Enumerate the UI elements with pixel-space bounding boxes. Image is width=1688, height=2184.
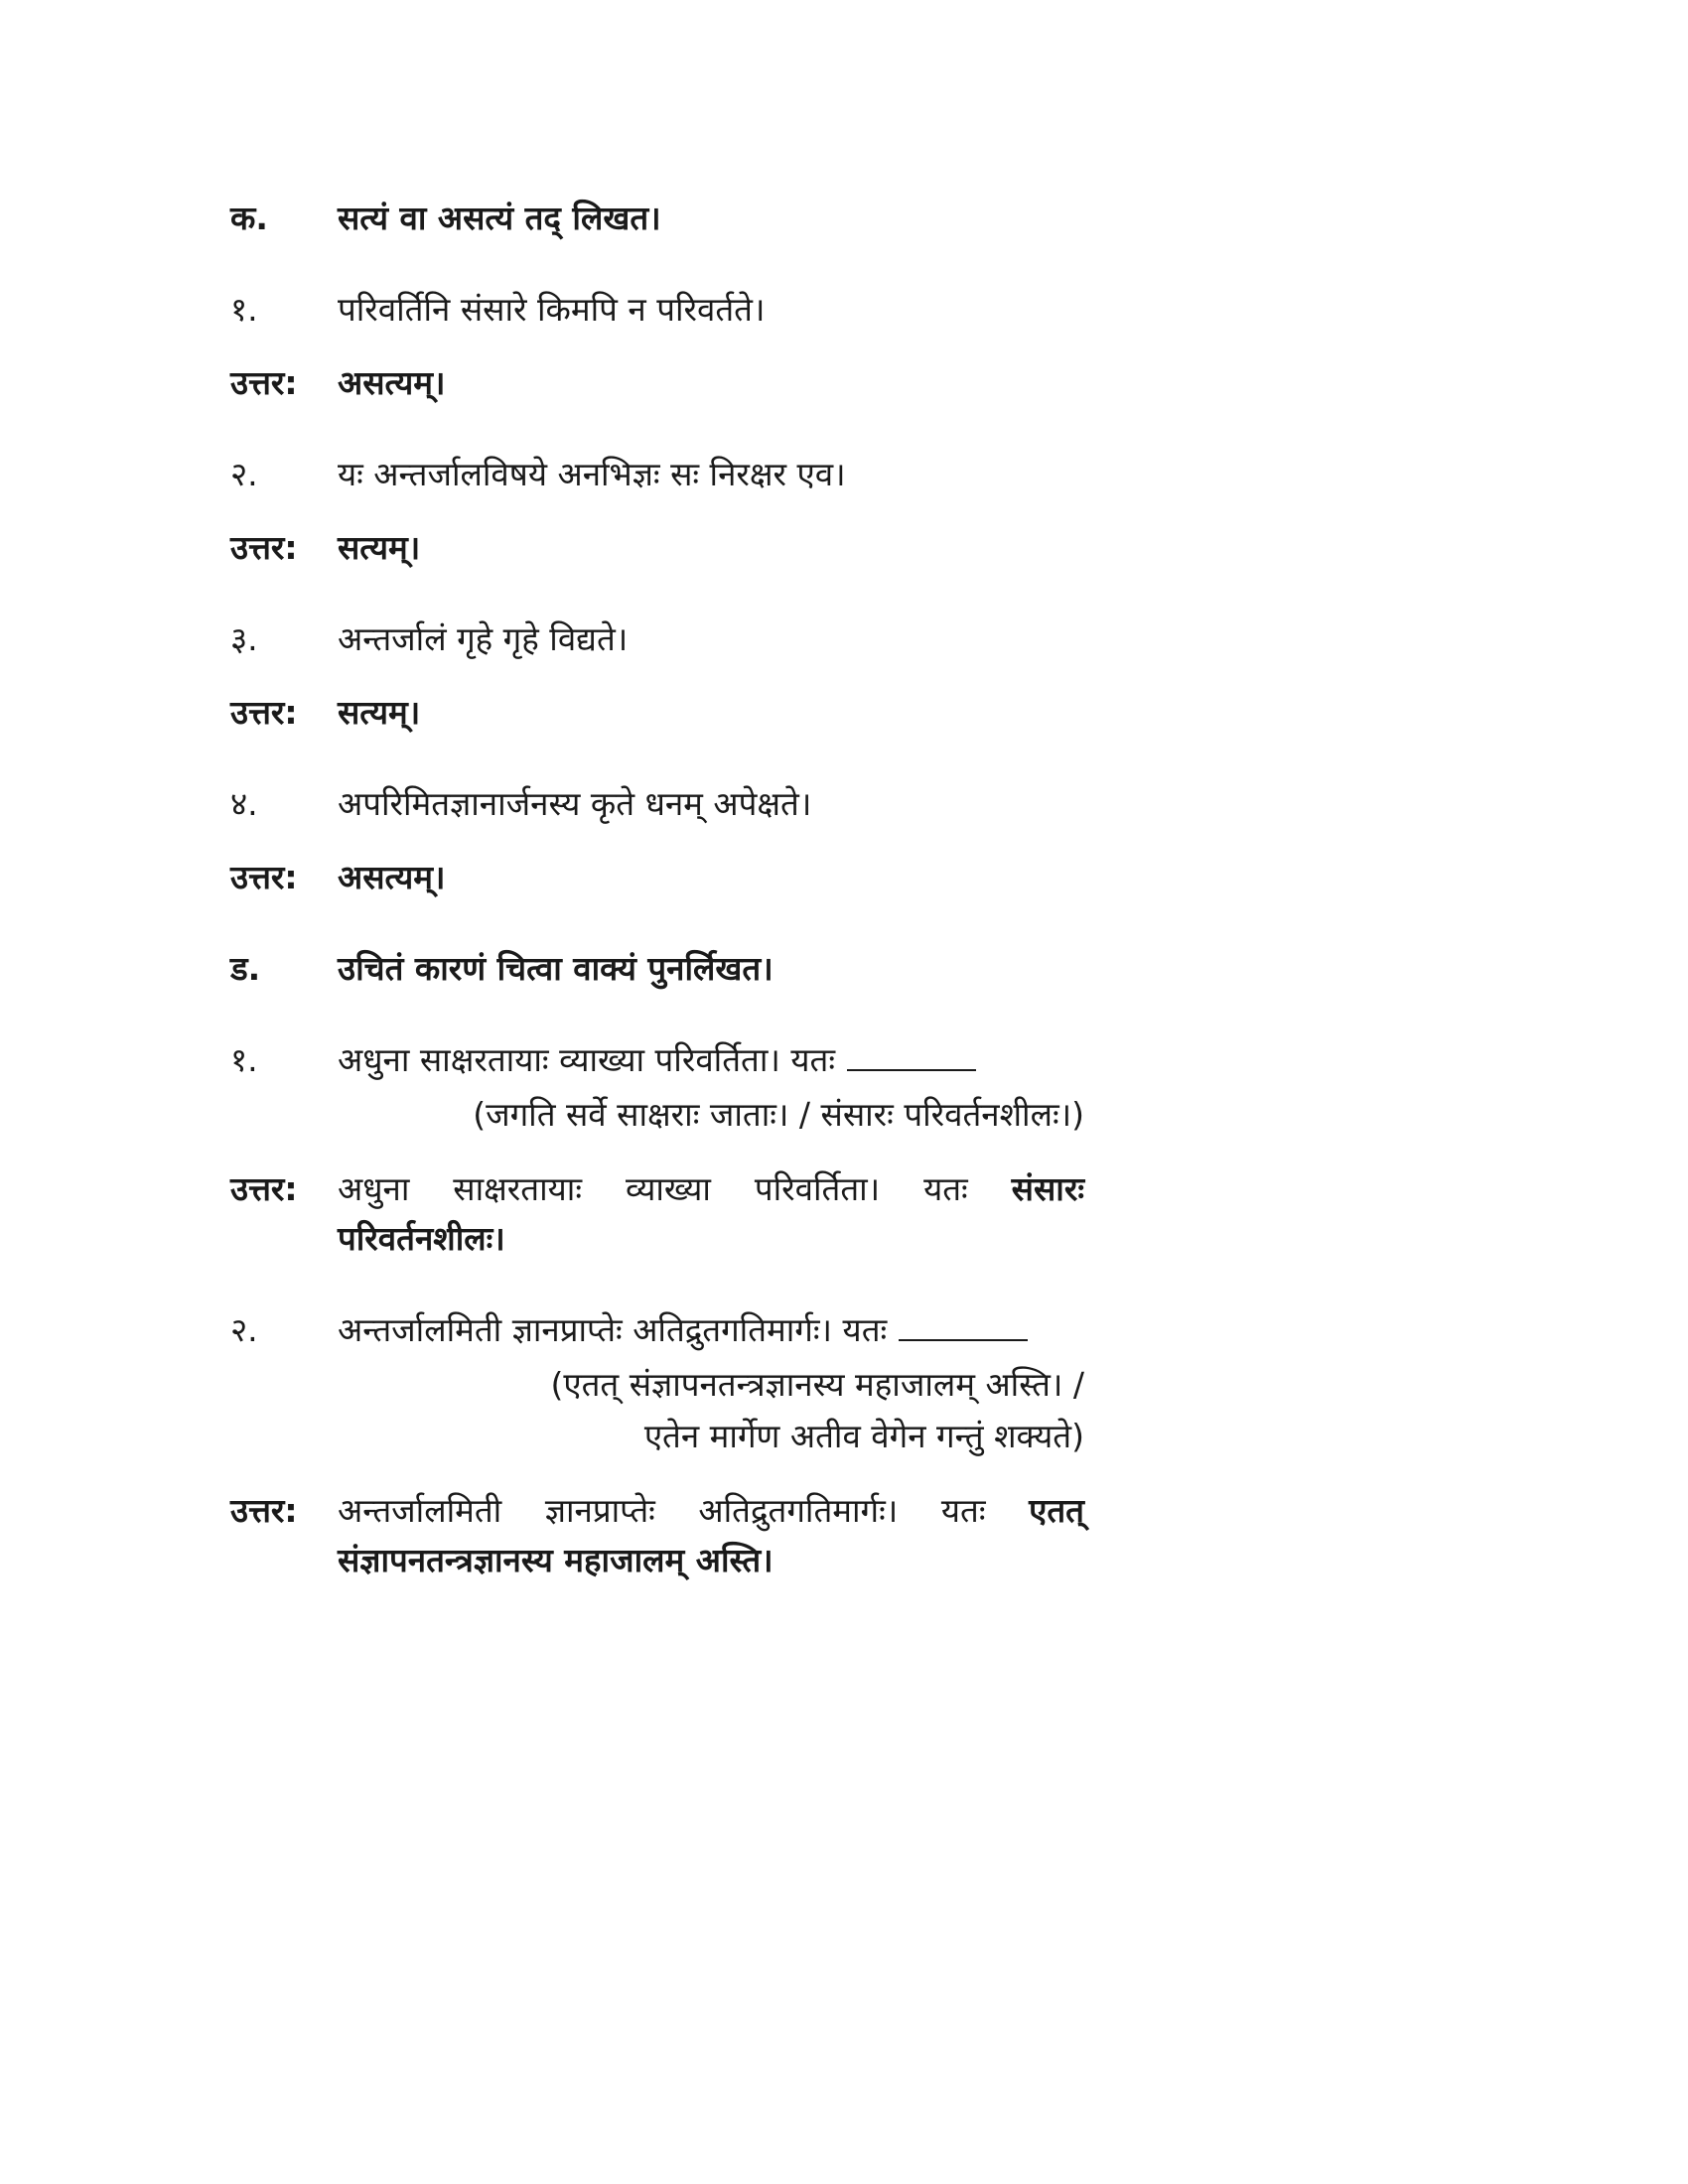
answer-blank — [847, 1035, 976, 1071]
section-heading-true-false — [230, 194, 1084, 243]
question-text: अन्तर्जालमिती ज्ञानप्राप्तेः अतिद्रुतगतिमार्गः। यतः — [338, 1305, 1028, 1355]
section-title: उचितं कारणं चित्वा वाक्यं पुनर्लिखत। — [338, 949, 774, 988]
question-text: अपरिमितज्ञानार्जनस्य कृते धनम् अपेक्षते। — [338, 784, 812, 823]
answer-item — [230, 358, 1084, 408]
question-text: अधुना साक्षरतायाः व्याख्या परिवर्तिता। यतः — [338, 1035, 976, 1085]
answer-option-line: एतेन मार्गेण अतीव वेगेन गन्तुं शक्यते) — [643, 1417, 1084, 1455]
question-text: अन्तर्जालं गृहे गृहे विद्यते। — [338, 619, 629, 658]
answer-label: उत्तर: — [230, 1491, 298, 1530]
answer-text: सत्यम्। — [338, 528, 421, 567]
answer-label: उत्तर: — [230, 858, 298, 896]
question-item — [230, 450, 1084, 499]
answer-text: अधुना साक्षरतायाः व्याख्या परिवर्तिता। यतः संसारः परिवर्तनशीलः। — [338, 1169, 1084, 1258]
question-item — [230, 614, 1084, 664]
question-number: २. — [230, 455, 258, 493]
question-item — [230, 285, 1084, 335]
answer-text: असत्यम्। — [338, 858, 446, 896]
question-item — [230, 1305, 1084, 1355]
section-heading-reason — [230, 944, 1084, 994]
question-text: यः अन्तर्जालविषये अनभिज्ञः सः निरक्षर एव। — [338, 455, 846, 493]
answer-item — [230, 1164, 1084, 1264]
section-title: सत्यं वा असत्यं तद् लिखत। — [338, 199, 661, 237]
answer-text: अन्तर्जालमिती ज्ञानप्राप्तेः अतिद्रुतगतिमार्गः। यतः एतत् संज्ञापनतन्त्रज्ञानस्य महाजालम् अस्ति। — [338, 1491, 1084, 1579]
answer-options — [230, 1359, 1084, 1462]
answer-item — [230, 688, 1084, 738]
answer-item — [230, 853, 1084, 902]
answer-label: उत्तर: — [230, 363, 298, 402]
answer-label: उत्तर: — [230, 528, 298, 567]
answer-label: उत्तर: — [230, 1169, 298, 1208]
question-number: १. — [230, 1040, 258, 1079]
answer-item — [230, 1486, 1084, 1585]
question-item — [230, 779, 1084, 829]
question-number: ४. — [230, 784, 258, 823]
section-label: ड. — [230, 949, 261, 988]
answer-item — [230, 523, 1084, 573]
question-item — [230, 1035, 1084, 1085]
section-label: क. — [230, 199, 268, 237]
question-number: १. — [230, 290, 258, 329]
answer-option-line: (एतत् संज्ञापनतन्त्रज्ञानस्य महाजालम् अस्ति। / — [550, 1365, 1084, 1404]
worksheet-page — [230, 194, 1084, 1585]
answer-options: (जगति सर्वे साक्षराः जाताः। / संसारः परिवर्तनशीलः।) — [473, 1095, 1084, 1134]
answer-text: सत्यम्। — [338, 693, 421, 732]
question-number: २. — [230, 1310, 258, 1349]
answer-label: उत्तर: — [230, 693, 298, 732]
answer-text: असत्यम्। — [338, 363, 446, 402]
question-number: ३. — [230, 619, 258, 658]
question-text: परिवर्तिनि संसारे किमपि न परिवर्तते। — [338, 290, 766, 329]
answer-blank — [899, 1305, 1028, 1341]
